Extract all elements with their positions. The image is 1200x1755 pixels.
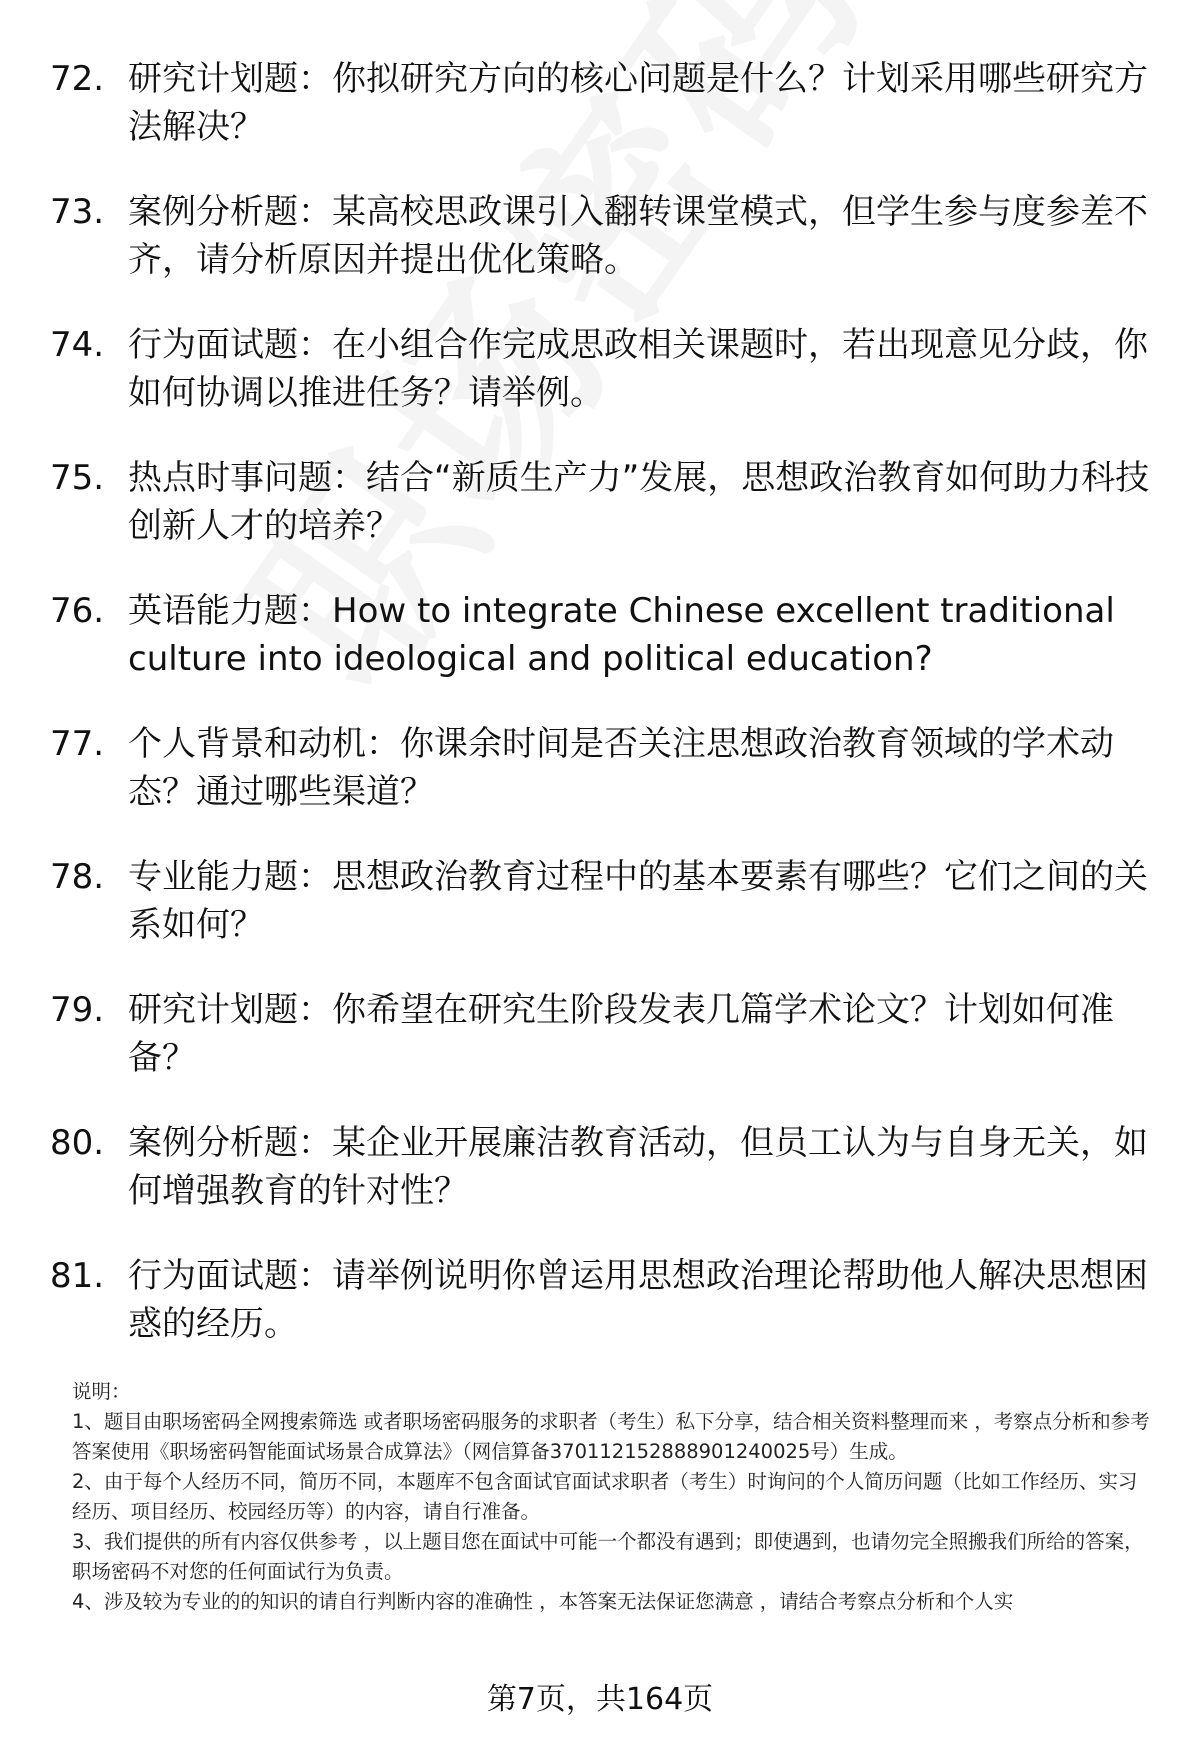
page-number: 第7页，共164页 xyxy=(486,1682,714,1717)
question-text: 个人背景和动机：你课余时间是否关注思想政治教育领域的学术动态？通过哪些渠道？ xyxy=(128,724,1114,812)
question-item xyxy=(50,321,1160,454)
note-item: 2、由于每个人经历不同，简历不同，本题库不包含面试官面试求职者（考生）时询问的个人简历问题（比如工作经历、实习经历、项目经历、校园经历等）的内容，请自行准备。 xyxy=(72,1470,1138,1523)
question-number: 81. xyxy=(50,1256,105,1296)
question-text: 热点时事问题：结合“新质生产力”发展，思想政治教育如何助力科技创新人才的培养？ xyxy=(128,458,1150,546)
notes-section xyxy=(72,1377,1152,1617)
question-item xyxy=(50,1119,1160,1252)
question-text: 行为面试题：在小组合作完成思政相关课题时，若出现意见分歧，你如何协调以推进任务？请举例。 xyxy=(128,325,1148,413)
question-number: 76. xyxy=(50,591,105,631)
question-text: 研究计划题：你希望在研究生阶段发表几篇学术论文？计划如何准备？ xyxy=(128,990,1114,1078)
question-list xyxy=(50,55,1160,1385)
question-item xyxy=(50,720,1160,853)
question-item xyxy=(50,188,1160,321)
note-item: 3、我们提供的所有内容仅供参考 ，以上题目您在面试中可能一个都没有遇到；即使遇到，也请勿完全照搬我们所给的答案，职场密码不对您的任何面试行为负责。 xyxy=(72,1530,1144,1583)
question-number: 77. xyxy=(50,724,105,764)
question-text: 英语能力题：How to integrate Chinese excellent traditional culture into ideological and political education? xyxy=(128,591,1115,679)
page-footer xyxy=(0,1680,1200,1720)
question-text: 案例分析题：某高校思政课引入翻转课堂模式，但学生参与度参差不齐，请分析原因并提出优化策略。 xyxy=(128,192,1148,280)
question-number: 72. xyxy=(50,59,105,99)
question-number: 73. xyxy=(50,192,105,232)
question-item xyxy=(50,986,1160,1119)
question-item xyxy=(50,1252,1160,1385)
question-number: 74. xyxy=(50,325,105,365)
question-text: 行为面试题：请举例说明你曾运用思想政治理论帮助他人解决思想困惑的经历。 xyxy=(128,1256,1148,1344)
question-number: 78. xyxy=(50,857,105,897)
question-item xyxy=(50,55,1160,188)
question-text: 研究计划题：你拟研究方向的核心问题是什么？计划采用哪些研究方法解决？ xyxy=(128,59,1148,147)
question-item xyxy=(50,853,1160,986)
note-item: 1、题目由职场密码全网搜索筛选 或者职场密码服务的求职者（考生）私下分享，结合相关资料整理而来 ，考察点分析和参考答案使用《职场密码智能面试场景合成算法》（网信算备370112152888901240025号）生成。 xyxy=(72,1410,1150,1463)
question-item xyxy=(50,587,1160,720)
question-item xyxy=(50,454,1160,587)
question-number: 75. xyxy=(50,458,105,498)
question-text: 专业能力题：思想政治教育过程中的基本要素有哪些？它们之间的关系如何？ xyxy=(128,857,1148,945)
question-number: 79. xyxy=(50,990,105,1030)
question-number: 80. xyxy=(50,1123,105,1163)
question-text: 案例分析题：某企业开展廉洁教育活动，但员工认为与自身无关，如何增强教育的针对性？ xyxy=(128,1123,1148,1211)
notes-heading: 说明： xyxy=(72,1380,131,1403)
note-item: 4、涉及较为专业的的知识的请自行判断内容的准确性 ，本答案无法保证您满意 ，请结合考察点分析和个人实 xyxy=(72,1590,1014,1613)
